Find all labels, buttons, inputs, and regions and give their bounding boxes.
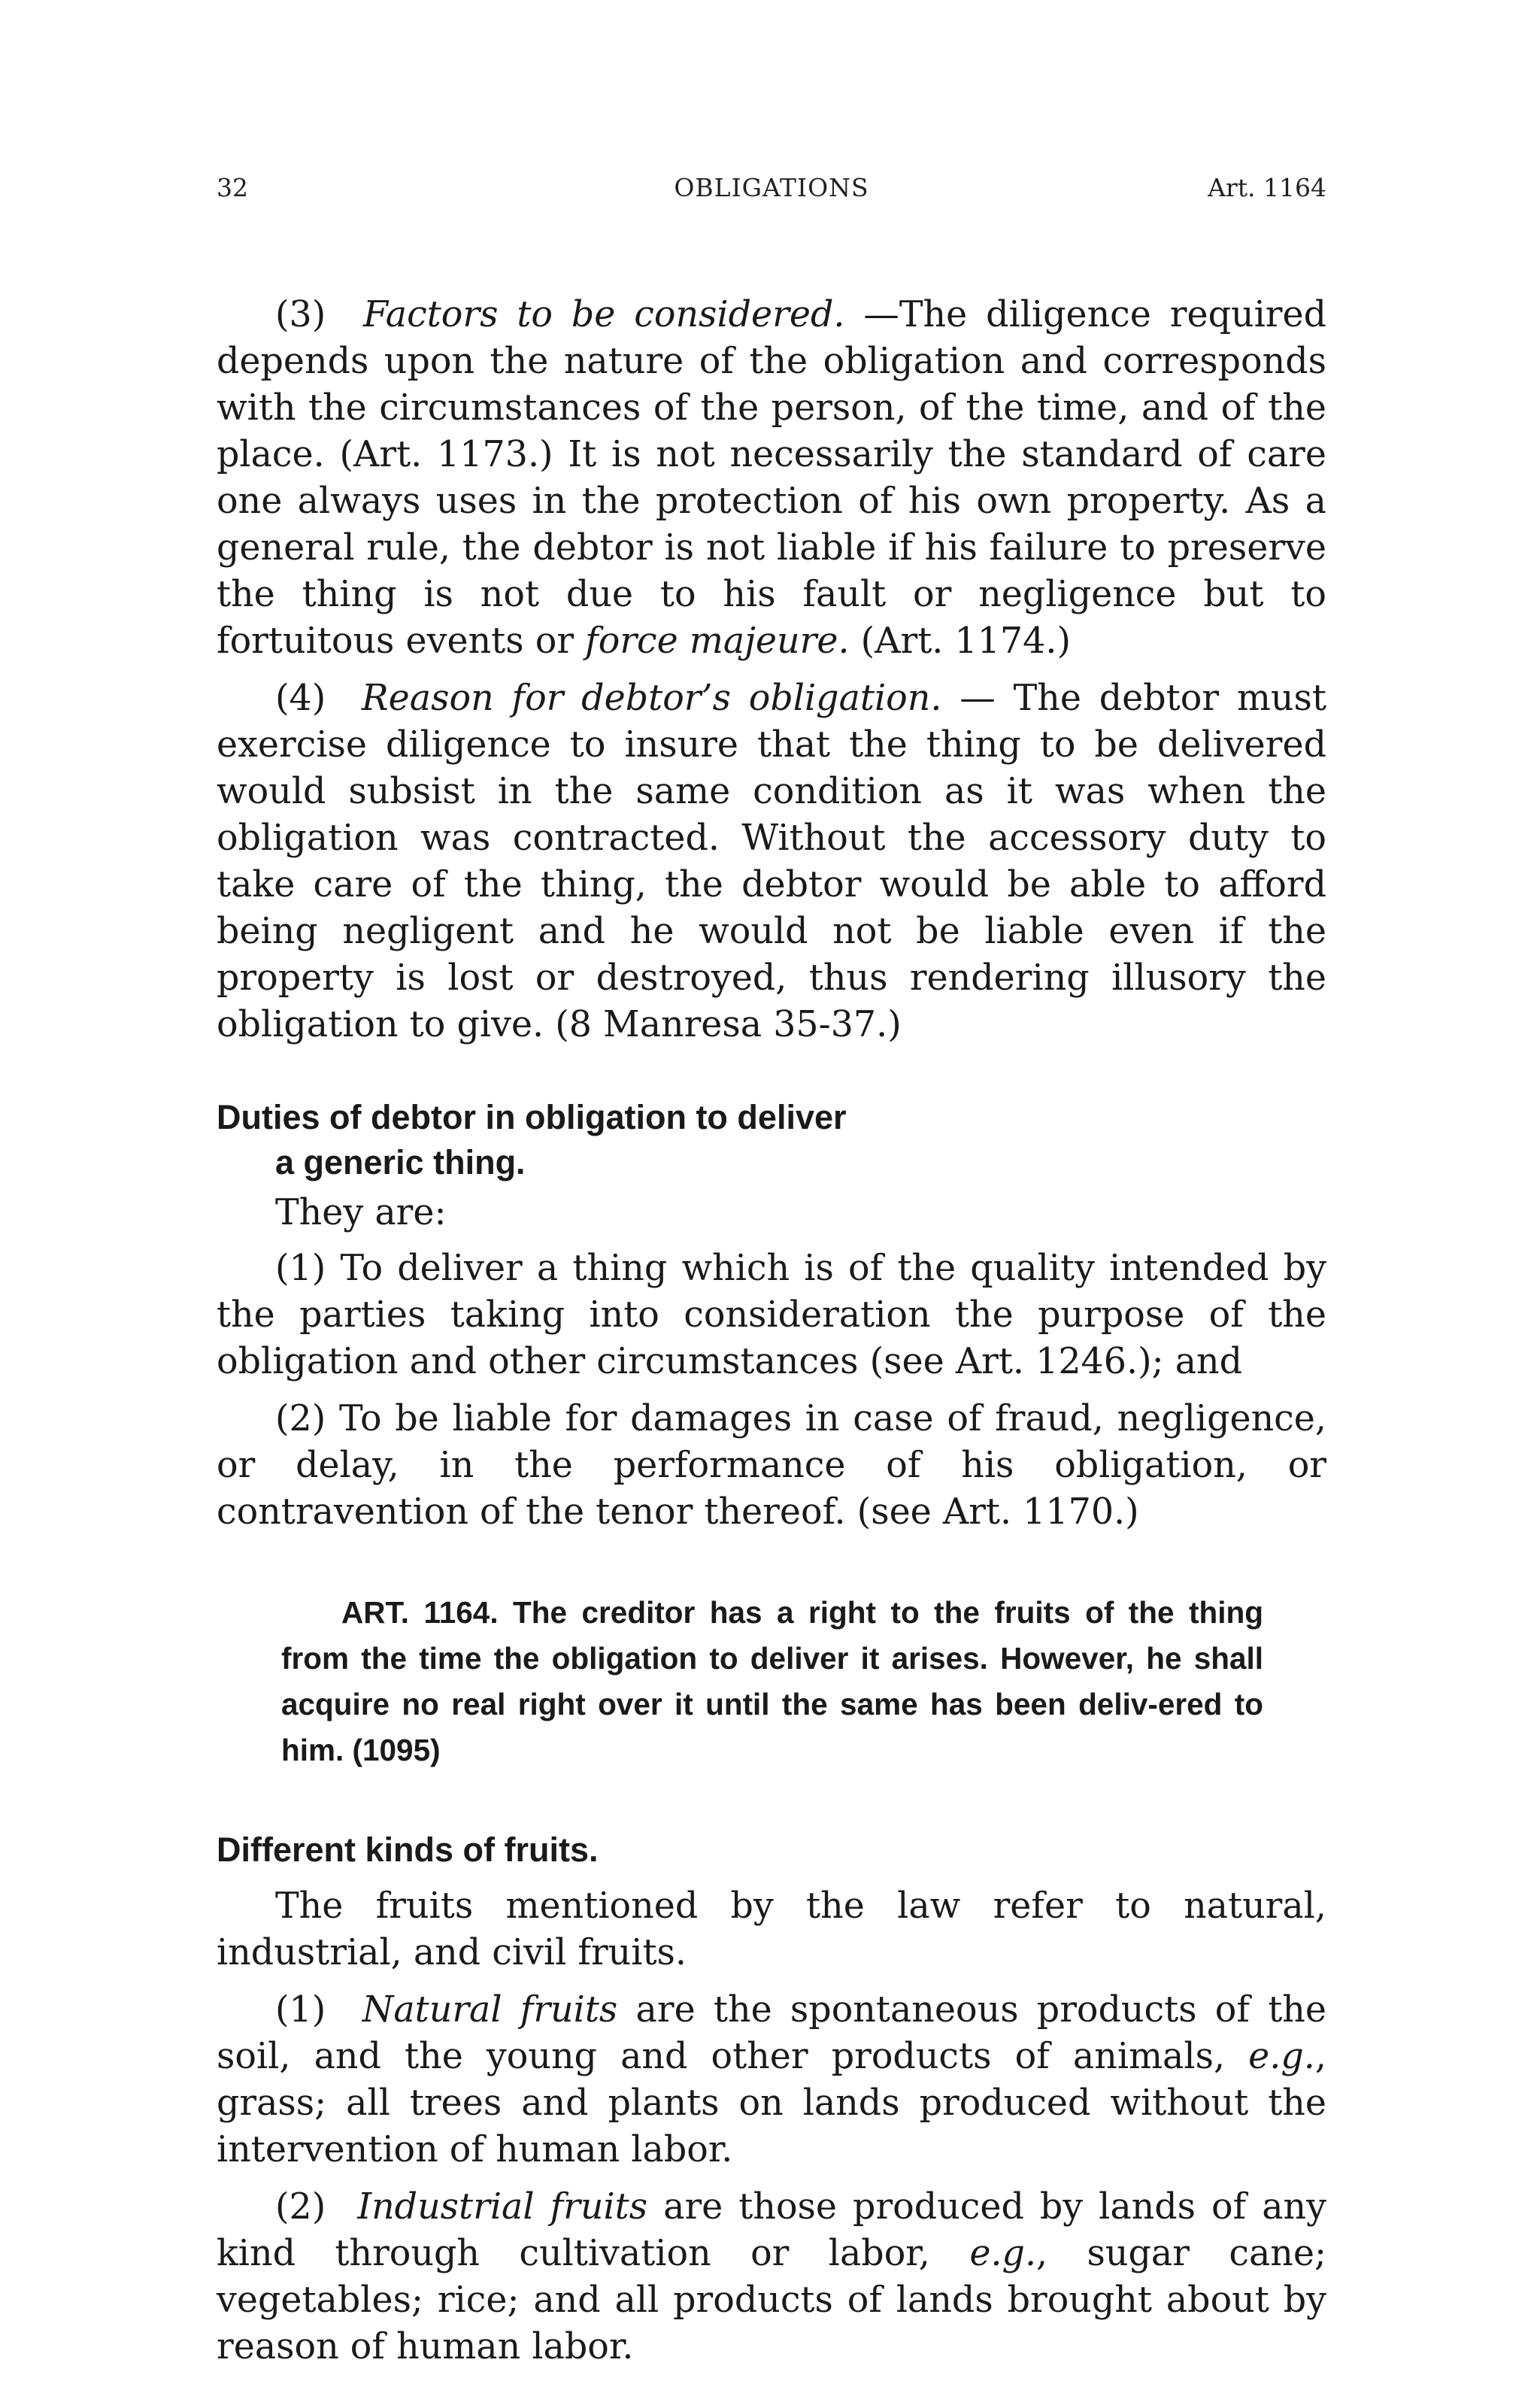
paragraph-text: , sugar cane; vegetables; rice; and all products of lands brought about by reason of human labor. <box>217 2233 1327 2367</box>
page-number: 32 <box>217 173 248 202</box>
paragraph-text: are the spontaneous products of the soil, and the young and other products of animals, <box>217 1989 1327 2077</box>
heading-line-2: a generic thing. <box>275 1143 526 1181</box>
italic-term: force majeure. <box>585 620 850 662</box>
paragraph-industrial-fruits <box>217 2184 1326 2370</box>
paragraph-reason <box>217 675 1326 1048</box>
em-dash: — <box>863 294 899 335</box>
paragraph-text: (Art. 1174.) <box>860 620 1071 662</box>
item-number: (1) <box>275 1989 326 2031</box>
paragraph-natural-fruits <box>217 1987 1326 2173</box>
article-reference: Art. 1164 <box>1208 173 1326 202</box>
heading-line-1: Duties of debtor in obligation to deliver <box>217 1098 847 1136</box>
paragraph-text: are those produced by lands of any kind through cultivation or labor, <box>217 2186 1326 2274</box>
paragraph-duty-2: (2) To be liable for damages in case of fraud, negligence, or delay, in the performance of his obligation, or contravention of the tenor thereof. (see Art. 1170.) <box>217 1398 1326 1533</box>
paragraph-lead: Factors to be considered. <box>363 294 845 335</box>
running-header <box>217 173 1326 218</box>
item-number: (3) <box>275 294 326 335</box>
paragraph-they-are: They are: <box>275 1192 447 1233</box>
section-heading-fruits: Different kinds of fruits. <box>217 1830 599 1869</box>
paragraph-text: — The debtor must exercise diligence to insure that the thing to be delivered would subsist in the same condition as it was when the obligation was contracted. Without the accessory duty to take care of the thing, the debtor would be able to afford being negligent and he would not be liable even if the property is lost or destroyed, thus rendering illusory the obligation to give. (8 Manresa 35-37.) <box>217 678 1326 1045</box>
italic-abbrev: e.g. <box>969 2233 1037 2274</box>
item-number: (2) <box>275 2186 326 2228</box>
page-body <box>217 292 1326 2370</box>
paragraph-text: The diligence required depends upon the nature of the obligation and corresponds with the circumstances of the person, of the time, and of the place. (Art. 1173.) It is not necessarily the standard of care one always uses in the protection of his own property. As a general rule, the debtor is not liable if his failure to preserve the thing is not due to his fault or negligence but to fortuitous events or <box>217 294 1326 662</box>
article-1164-text: ART. 1164. The creditor has a right to the fruits of the thing from the time the obligation to deliver it arises. However, he shall acquire no real right over it until the same has been deliv-ered to him. (1095) <box>281 1595 1263 1767</box>
paragraph-duty-1: (1) To deliver a thing which is of the quality intended by the parties taking into consideration the purpose of the obligation and other circumstances (see Art. 1246.); and <box>217 1248 1326 1382</box>
italic-abbrev: e.g. <box>1248 2036 1315 2077</box>
italic-term: Natural fruits <box>362 1989 618 2031</box>
paragraph-fruits-intro: The fruits mentioned by the law refer to natural, industrial, and civil fruits. <box>217 1885 1326 1973</box>
item-number: (4) <box>275 678 326 719</box>
paragraph-factors <box>217 292 1326 665</box>
italic-term: Industrial fruits <box>357 2186 648 2228</box>
section-heading-duties <box>217 1095 1326 1185</box>
running-title: OBLIGATIONS <box>674 173 869 202</box>
paragraph-lead: Reason for debtor’s obligation. <box>361 678 942 719</box>
paragraph-text: , grass; all trees and plants on lands produced without the intervention of human labor. <box>217 2036 1326 2170</box>
book-page <box>217 173 1326 2381</box>
